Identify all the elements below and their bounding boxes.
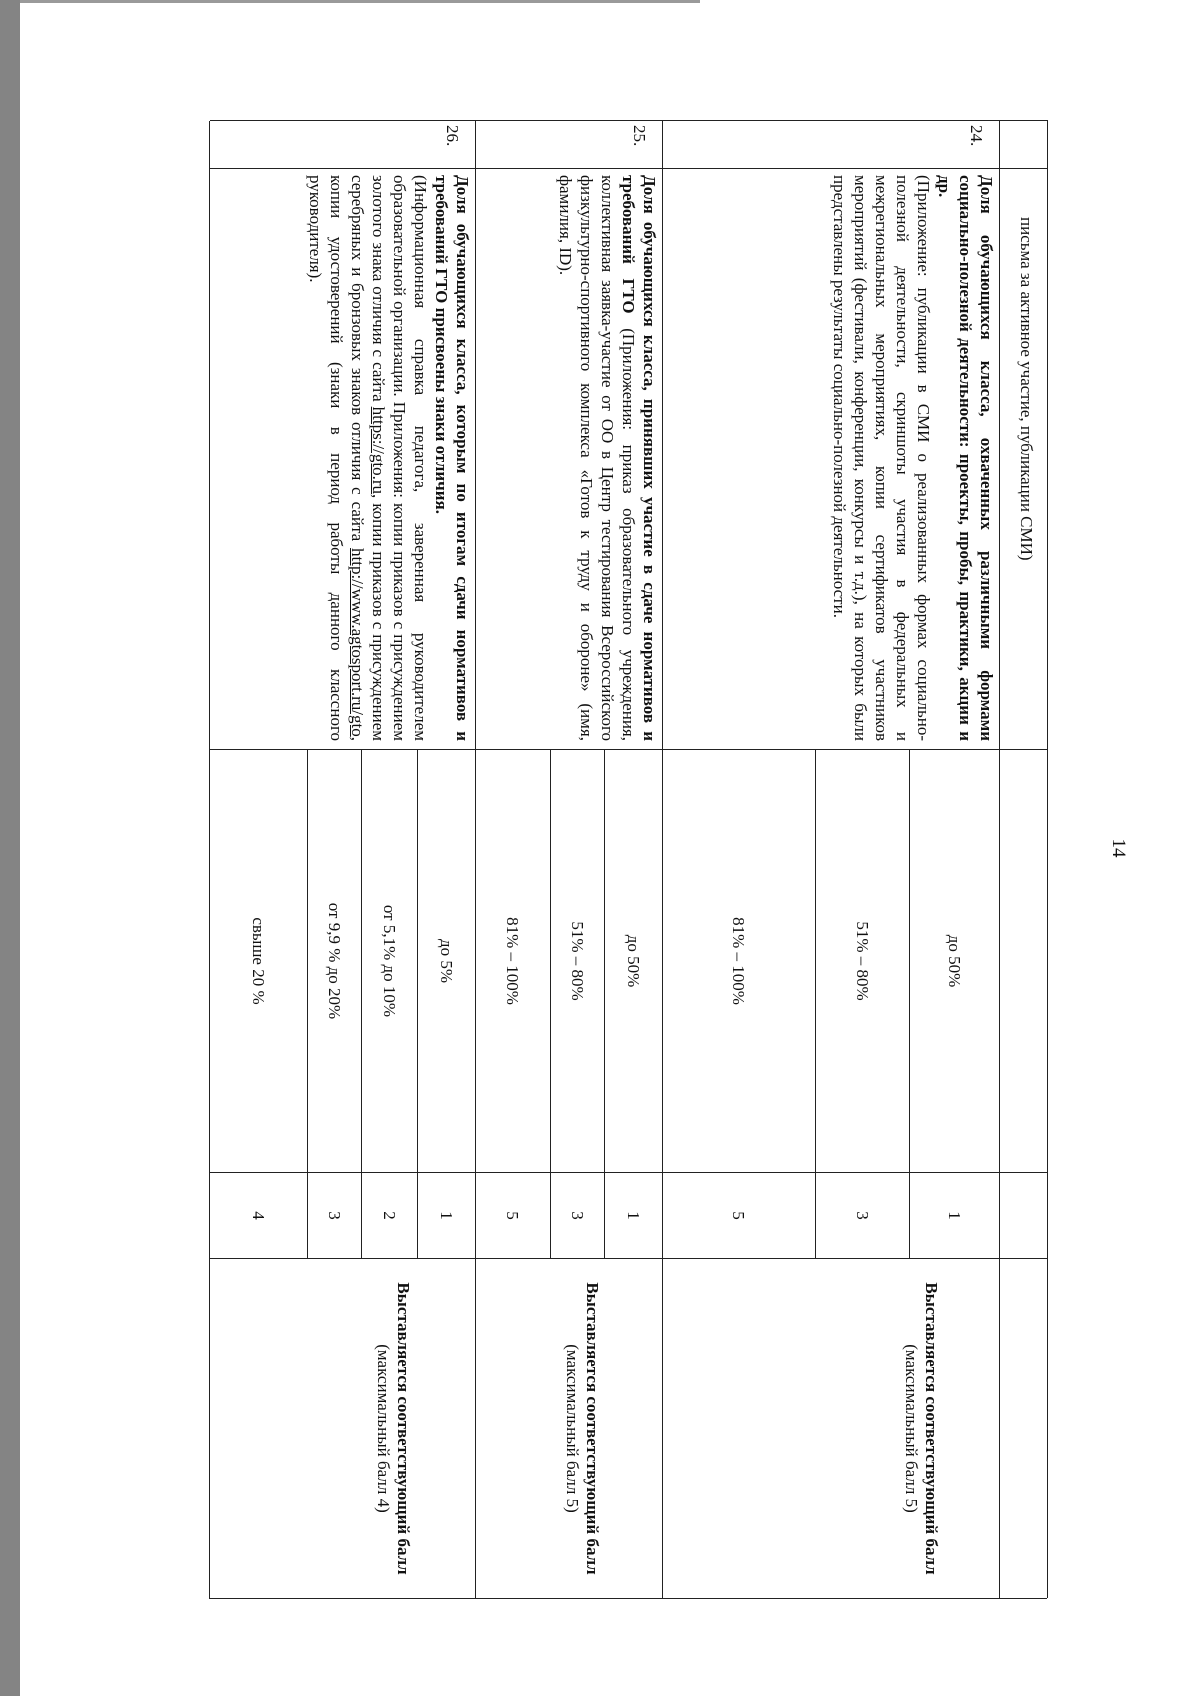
row-26-criterion-title: Выставляется соответствующий балл [394,1282,413,1575]
row-0-criterion-cell [999,1259,1047,1599]
row-0-range-cell [999,750,1047,1173]
row-25-score-1: 1 [604,1173,662,1258]
row-26-indicator-note-1: (Информационная справка педагога, заверенная руководителем образовательной организации. Приложения: копии приказов с присуждением золотого знака отличия с сайта [369,175,430,741]
row-25-indicator-title: Доля обучающихся класса, принявших участие в сдаче нормативов и требований ГТО [619,175,659,741]
row-26-num: 26. [209,121,475,169]
rotated-table-wrapper [210,120,1048,1598]
row-25-range-3: 81% – 100% [503,917,523,1005]
row-25-range-1: до 50% [604,750,662,1172]
row-26-scores [209,1173,475,1259]
row-26-indicator-note-2: , копии приказов с присуждением серебряных и бронзовых знаков отличия с сайта [348,175,388,742]
row-24-score-1: 1 [909,1173,999,1258]
row-26-range-2: от 5,1% до 10% [361,750,417,1172]
row-25-indicator-note: (Приложения: приказ образовательного учреждения, коллективная заявка-участие от ОО в Центр тестирования Всероссийского физкультурно-спортивного комплекса «Готов к труду и обороне» (имя, фамилия, ID). [556,175,638,741]
row-24-indicator [662,169,999,750]
row-0-indicator [999,169,1047,750]
criteria-table [210,120,1048,1598]
row-26-range-3: от 9,9 % до 20% [307,750,361,1172]
page-number: 14 [1108,838,1129,858]
row-0-indicator-text: письма за активное участие, публикации СМИ) [1017,217,1036,561]
row-24-indicator-note: (Приложение: публикации в СМИ о реализованных формах социально-полезной деятельности, скриншоты участия в федеральных и межрегиональных мероприятиях, копии сертификатов участников мероприятий (фестивали, конференции, конкурсы и т.д.), на которых были представлены результаты социально-полезной деятельности. [830,175,933,741]
row-26-indicator [209,169,475,750]
row-25-criterion-title: Выставляется соответствующий балл [583,1282,602,1575]
row-24-criterion-note: (максимальный балл 5) [902,1344,921,1513]
row-24-range-1: до 50% [909,750,999,1172]
row-25-num: 25. [475,121,662,169]
scan-edge-top [20,0,700,3]
row-24-criterion [662,1259,999,1599]
row-26-indicator-title: Доля обучающихся класса, которым по итогам сдачи нормативов и требований ГТО присвоены знаки отличия. [432,175,472,741]
row-26-indicator-note-3: , копии удостоверений (знаки в период работы данного классного руководителя). [306,175,367,741]
row-26-link-agtosport[interactable]: http://www.agtosport.ru/gto [348,548,367,737]
row-24-scores [662,1173,999,1259]
row-25-criterion-note: (максимальный балл 5) [563,1344,582,1513]
row-26-ranges [209,750,475,1173]
row-25-indicator [475,169,662,750]
row-26-score-2: 2 [361,1173,417,1258]
row-24-score-3: 5 [729,1211,749,1220]
row-0-num-cell [999,121,1047,169]
row-24-range-3: 81% – 100% [729,917,749,1005]
row-24-score-2: 3 [815,1173,909,1258]
row-0-score-cell [999,1173,1047,1259]
row-25-criterion [475,1259,662,1599]
row-25-range-2: 51% – 80% [550,750,604,1172]
row-26-score-3: 3 [307,1173,361,1258]
row-26-range-4: свыше 20 % [249,917,268,1005]
row-24-indicator-title: Доля обучающихся класса, охваченных различными формами социально-полезной деятельности: проекты, пробы, практики, акции и др. [935,175,996,741]
row-25-score-2: 3 [550,1173,604,1258]
row-26-link-gto[interactable]: https://gto.ru [369,406,388,495]
row-26-criterion [209,1259,475,1599]
row-26-score-4: 4 [249,1211,268,1220]
row-24-ranges [662,750,999,1173]
row-26-score-1: 1 [417,1173,475,1258]
row-24-range-2: 51% – 80% [815,750,909,1172]
scan-edge [0,0,20,1696]
row-25-ranges [475,750,662,1173]
row-25-scores [475,1173,662,1259]
row-25-score-3: 5 [503,1211,523,1220]
row-26-criterion-note: (максимальный балл 4) [374,1344,393,1513]
row-24-num: 24. [662,121,999,169]
row-24-criterion-title: Выставляется соответствующий балл [922,1282,941,1575]
row-26-range-1: до 5% [417,750,475,1172]
